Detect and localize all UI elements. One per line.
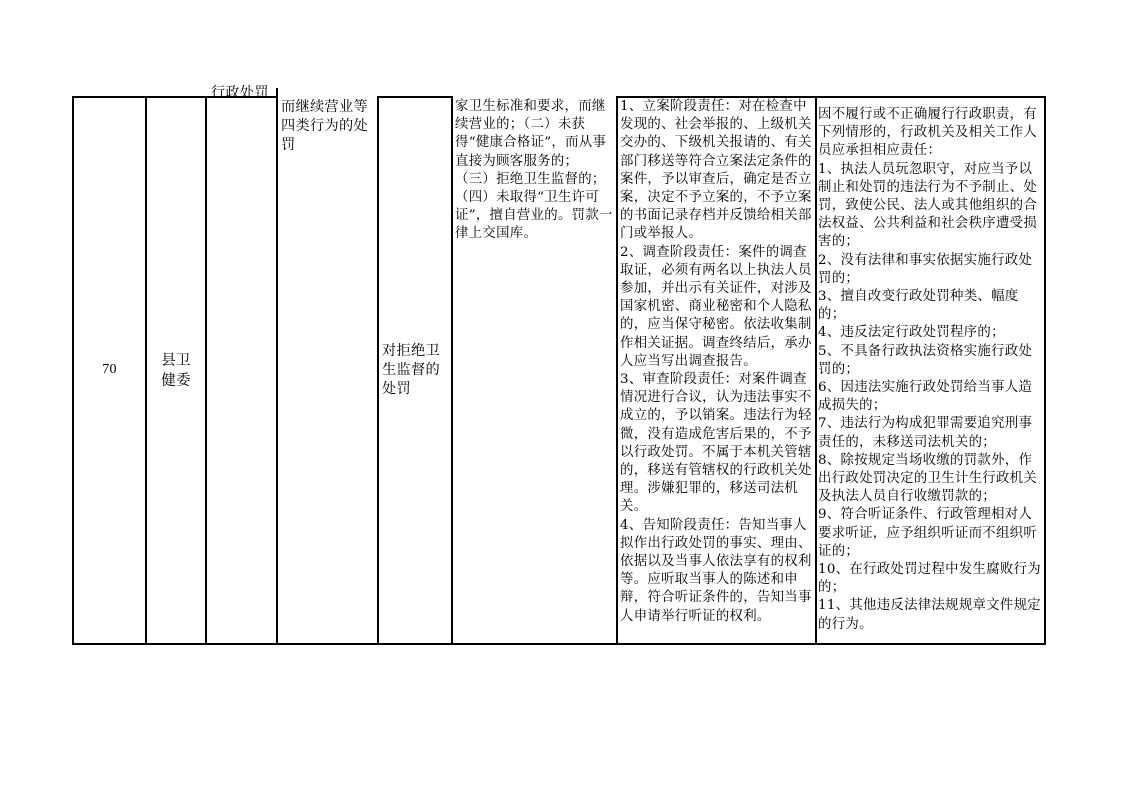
accountability-intro: 因不履行或不正确履行行政职责，有下列情形的，行政机关及相关工作人员应承担相应责任：	[818, 107, 1038, 159]
col-divider-8	[1044, 96, 1046, 645]
sub-item-cell	[379, 98, 451, 643]
item-name-cell	[281, 98, 376, 156]
col-divider-3	[276, 88, 278, 645]
col-divider-5	[451, 96, 453, 645]
responsibility-stage-2: 2、调查阶段责任：案件的调查取证，必须有两名以上执法人员参加，并出示有关证件，对涉及国家机密、商业秘密和个人隐私的，应当保守秘密。依法收集制作相关证据。调查终结后，承办人应当写出调查报告。	[620, 244, 812, 369]
basis-line-3: （四）未取得“卫生许可证”，擅自营业的。罚款一律上交国库。	[455, 190, 613, 242]
accountability-item-11: 11、其他违反法律法规规章文件规定的行为。	[818, 598, 1041, 632]
accountability-item-7: 7、违法行为构成犯罪需要追究刑事责任的，未移送司法机关的；	[818, 416, 1033, 450]
responsibility-cell	[620, 98, 814, 643]
row-number-cell	[74, 98, 145, 643]
responsibility-stage-4: 4、告知阶段责任：告知当事人拟作出行政处罚的事实、理由、依据以及当事人依法享有的权利等。应听取当事人的陈述和申辩，符合听证条件的，告知当事人申请举行听证的权利。	[620, 517, 812, 624]
accountability-cell	[818, 106, 1043, 643]
table-bottom-border	[72, 643, 1045, 645]
responsibility-stage-3: 3、审查阶段责任：对案件调查情况进行合议，认为违法事实不成立的，予以销案。违法行为轻微，没有造成危害后果的，不予以行政处罚。不属于本机关管辖的，移送有管辖权的行政机关处理。涉嫌犯罪的，移送司法机关。	[620, 372, 812, 515]
col-divider-2	[205, 96, 207, 645]
department-cell	[147, 98, 205, 643]
basis-line-2: （三）拒绝卫生监督的；	[455, 171, 606, 187]
basis-cell	[455, 98, 615, 244]
department-name: 县卫健委	[161, 352, 191, 389]
accountability-item-9: 9、符合听证条件、行政管理相对人要求听证，应予组织听证而不组织听证的；	[818, 507, 1038, 559]
accountability-item-6: 6、因违法实施行政处罚给当事人造成损失的；	[818, 380, 1033, 414]
accountability-item-4: 4、违反法定行政处罚程序的；	[818, 325, 1005, 341]
accountability-item-10: 10、在行政处罚过程中发生腐败行为的；	[818, 562, 1041, 596]
power-type-cell	[207, 80, 276, 103]
power-type-cut-text: 行政处罚	[211, 85, 269, 101]
row-number: 70	[102, 362, 117, 378]
accountability-item-2: 2、没有法律和事实依据实施行政处罚的；	[818, 252, 1033, 286]
sub-item-name: 对拒绝卫生监督的处罚	[382, 343, 440, 397]
accountability-item-1: 1、执法人员玩忽职守，对应当予以制止和处罚的违法行为不予制止、处罚，致使公民、法人或其他组织的合法权益、公共利益和社会秩序遭受损害的；	[818, 161, 1038, 250]
col-divider-7	[815, 96, 817, 645]
accountability-item-3: 3、擅自改变行政处罚种类、幅度的；	[818, 289, 1019, 323]
accountability-item-8: 8、除按规定当场收缴的罚款外，作出行政处罚决定的卫生计生行政机关及执法人员自行收缴罚款的；	[818, 452, 1038, 505]
responsibility-stage-1: 1、立案阶段责任：对在检查中发现的、社会举报的、上级机关交办的、下级机关报请的、有关部门移送等符合立案法定条件的案件，予以审查后，确定是否立案，决定不予立案的，不予立案的书面记录存档并反馈给相关部门或举报人。	[620, 99, 812, 242]
accountability-item-5: 5、不具备行政执法资格实施行政处罚的；	[818, 343, 1033, 377]
basis-line-1: 家卫生标准和要求，而继续营业的；（二）未获得“健康合格证”，而从事直接为顾客服务的；	[455, 99, 607, 169]
col-divider-6	[616, 96, 618, 645]
item-name: 而继续营业等四类行为的处罚	[281, 99, 368, 154]
